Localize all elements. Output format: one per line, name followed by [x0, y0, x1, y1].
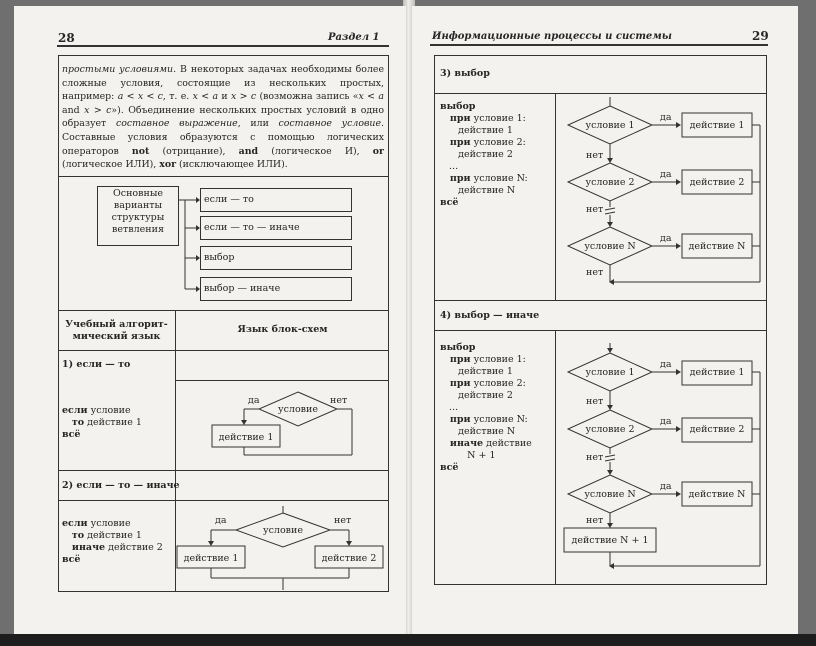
s2-action1-text: действие 1	[183, 553, 239, 564]
intro-text-part: , или	[237, 118, 279, 130]
s3-cond1-text: условие 1	[585, 120, 635, 131]
s1-algo-text: условие	[87, 405, 131, 416]
intro-text-part: . В некоторых задачах необходимы более сложные условия, состоящие из нескольких простых, например:	[62, 64, 384, 103]
s3-algo-keyword: при	[440, 173, 471, 184]
root-line-1: Основные	[112, 188, 164, 199]
s4-condN-text: условие N	[584, 489, 636, 500]
bottom-shadow-bar	[0, 634, 816, 646]
s3-yes-label-3: да	[660, 233, 672, 244]
page-number-left: 28	[58, 31, 75, 45]
s4-actionN-text: действие N	[688, 489, 746, 500]
s1-action-text: действие 1	[218, 432, 274, 443]
s2-algo-keyword: иначе	[62, 542, 106, 553]
root-line-3: структуры	[111, 212, 165, 223]
s4-algo-text: действие 1	[440, 366, 513, 377]
intro-text-part: (отрицание),	[149, 145, 239, 157]
intro-text-part: x > c	[231, 91, 257, 103]
s4-yes-label-1: да	[660, 359, 672, 370]
intro-text-part: . Составные условия образуются с помощью логических операторов	[62, 118, 384, 157]
s4-yes-label-2: да	[660, 416, 672, 427]
s4-no-label-1: нет	[586, 396, 604, 407]
table-header-algo-line-2: мический язык	[72, 331, 161, 342]
s2-algo-text: действие 2	[105, 542, 163, 553]
variant-label-4: выбор — иначе	[204, 283, 281, 294]
s2-algo-keyword: если	[62, 518, 88, 529]
s4-algo-keyword: при	[440, 354, 471, 365]
s4-action1-text: действие 1	[689, 367, 745, 378]
s3-algo-keyword: при	[440, 113, 471, 124]
s4-action2-text: действие 2	[689, 424, 745, 435]
s3-algo-keyword: при	[440, 137, 471, 148]
s2-action2-text: действие 2	[321, 553, 377, 564]
s3-no-label-1: нет	[586, 150, 604, 161]
s1-algo-keyword: то	[62, 417, 85, 428]
intro-text-part: not	[131, 145, 150, 157]
s4-algo-keyword: при	[440, 378, 471, 389]
intro-text-part: x < a	[358, 91, 384, 103]
s3-algo-text: действие 1	[440, 125, 513, 136]
table-header-algo-line-1: Учебный алгорит-	[65, 319, 168, 330]
s4-algo-text: действие N	[440, 426, 516, 437]
section4-title: 4) выбор — иначе	[440, 310, 540, 321]
section2-title: 2) если — то — иначе	[62, 480, 180, 491]
running-head-right: Информационные процессы и системы	[432, 31, 672, 42]
intro-text-part: составное условие	[278, 118, 382, 130]
variant-label-3: выбор	[204, 252, 235, 263]
s3-algo-text: действие 2	[440, 149, 513, 160]
running-head-left: Раздел 1	[328, 32, 380, 43]
s3-no-label-2: нет	[586, 204, 604, 215]
variant-label-1: если — то	[204, 194, 254, 205]
intro-text-part: составное выражение	[115, 118, 238, 130]
s4-no-label-3: нет	[586, 515, 604, 526]
s3-action2-text: действие 2	[689, 177, 745, 188]
s3-yes-label-2: да	[660, 169, 672, 180]
intro-text-part: and	[62, 104, 85, 116]
s4-else-action-text: действие N + 1	[571, 535, 649, 546]
intro-text-part: (логическое И),	[258, 145, 373, 157]
s2-condition-text: условие	[263, 525, 303, 536]
intro-text-part: »). Объединение нескольких простых условий в одно образует	[62, 104, 385, 130]
s3-condN-text: условие N	[584, 241, 636, 252]
section3-title: 3) выбор	[440, 68, 490, 79]
s4-algo-text: действие 2	[440, 390, 513, 401]
s1-condition-text: условие	[278, 404, 318, 415]
s3-algo-text: действие N	[440, 185, 516, 196]
s1-no-label: нет	[330, 395, 348, 406]
s2-algo-keyword: всё	[62, 554, 81, 565]
s2-algo-text: условие	[87, 518, 131, 529]
s4-cond1-text: условие 1	[585, 367, 635, 378]
s2-algo-keyword: то	[62, 530, 85, 541]
intro-text-part: (возможна запись «	[256, 91, 359, 103]
table-header-flowchart: Язык блок-схем	[237, 324, 328, 335]
s4-yes-label-3: да	[660, 481, 672, 492]
s1-algo-text: действие 1	[84, 417, 142, 428]
s2-algo-text: действие 1	[84, 530, 142, 541]
s4-algo-keyword: всё	[440, 462, 459, 473]
intro-text-part: a < x < c	[117, 91, 163, 103]
intro-text-part: or	[372, 145, 384, 157]
s3-action1-text: действие 1	[689, 120, 745, 131]
intro-text-part: xor	[159, 159, 177, 171]
section1-title: 1) если — то	[62, 359, 131, 370]
s1-algo-keyword: если	[62, 405, 88, 416]
s4-algo-keyword: выбор	[440, 342, 476, 353]
s4-algo-text: условие 1:	[470, 354, 526, 365]
root-line-2: варианты	[113, 200, 163, 211]
s3-algo-text: условие 2:	[470, 137, 526, 148]
intro-text-part: и	[218, 91, 232, 103]
s3-yes-label-1: да	[660, 112, 672, 123]
s2-no-label: нет	[334, 515, 352, 526]
s4-algo-text: действие	[483, 438, 532, 449]
s1-algo-keyword: всё	[62, 429, 81, 440]
intro-text-part: x < a	[192, 91, 219, 103]
s1-yes-label: да	[248, 395, 260, 406]
s3-algo-keyword: всё	[440, 197, 459, 208]
s3-algo-keyword: выбор	[440, 101, 476, 112]
s3-algo-text: условие N:	[470, 173, 528, 184]
variant-label-2: если — то — иначе	[204, 222, 300, 233]
s3-algo-text: ...	[440, 161, 459, 172]
s3-cond2-text: условие 2	[585, 177, 635, 188]
intro-text-part: (логическое ИЛИ),	[62, 159, 160, 171]
intro-text-part: , т. е.	[162, 91, 193, 103]
s4-no-label-2: нет	[586, 452, 604, 463]
s3-actionN-text: действие N	[688, 241, 746, 252]
s4-algo-text: условие N:	[470, 414, 528, 425]
s4-algo-text: условие 2:	[470, 378, 526, 389]
root-line-4: ветвления	[112, 224, 164, 235]
s4-algo-keyword: при	[440, 414, 471, 425]
intro-text-part: простыми условиями	[62, 64, 174, 75]
s4-algo-text: ...	[440, 402, 459, 413]
s2-yes-label: да	[215, 515, 227, 526]
intro-text-part: (исключающее ИЛИ).	[176, 159, 288, 171]
s3-algo-text: условие 1:	[470, 113, 526, 124]
page-number-right: 29	[752, 29, 769, 43]
intro-text-part: and	[238, 145, 259, 157]
s4-algo-keyword: иначе	[440, 438, 484, 449]
s4-algo-text: N + 1	[440, 450, 496, 461]
s3-no-label-3: нет	[586, 267, 604, 278]
s4-cond2-text: условие 2	[585, 424, 635, 435]
intro-text-part: x > c	[84, 104, 112, 116]
